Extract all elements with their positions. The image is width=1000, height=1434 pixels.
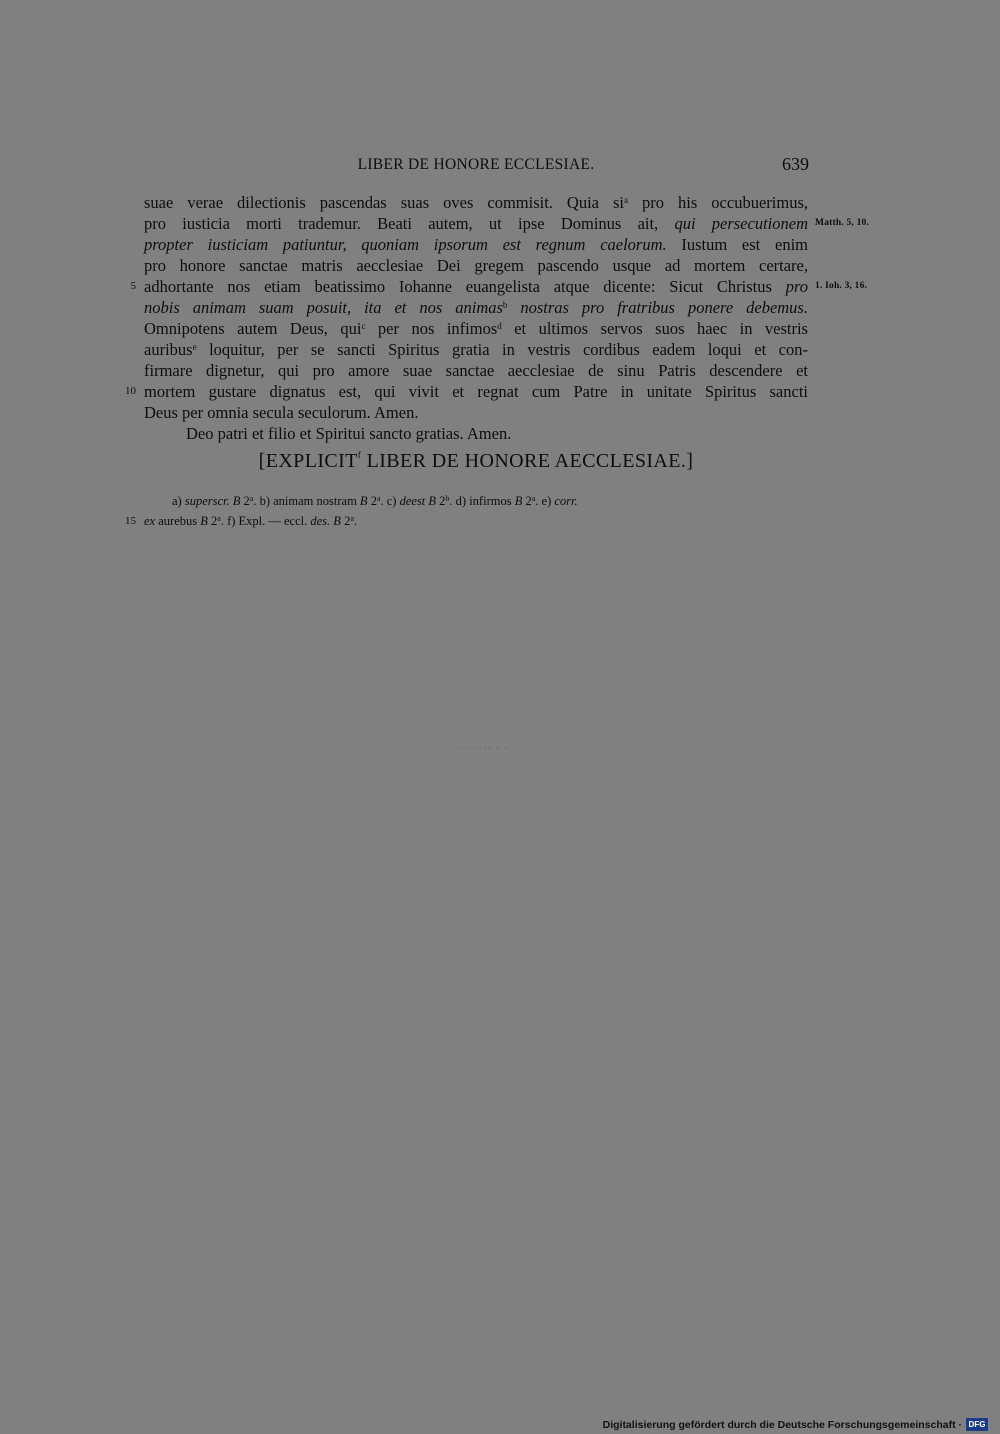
text-run: . b) animam nostram xyxy=(253,494,360,508)
text-run: per nos infimos xyxy=(365,319,498,338)
text-run: a) xyxy=(172,494,185,508)
explicit-text-2: LIBER DE HONORE AECCLESIAE.] xyxy=(361,450,694,472)
text-run: B xyxy=(514,494,523,508)
body-line xyxy=(144,234,808,255)
line-number-10: 10 xyxy=(125,385,136,397)
margin-reference-matthew: Matth. 5, 10. xyxy=(815,218,870,228)
footnote-marker: a xyxy=(376,494,381,503)
footnote-line xyxy=(144,492,836,510)
text-run: mortem gustare dignatus est, qui vivit et regnat cum Patre in unitate Spiritus sancti xyxy=(144,382,808,401)
body-line xyxy=(144,339,808,360)
footnote-marker: c xyxy=(361,321,366,331)
text-run: 2 xyxy=(240,494,250,508)
text-run: B xyxy=(200,514,208,528)
text-run: superscr. B xyxy=(184,494,241,508)
text-run: 2 xyxy=(340,514,351,528)
footnote-marker: e xyxy=(192,342,197,352)
body-line xyxy=(144,381,808,402)
footnote-marker: a xyxy=(249,494,254,503)
text-run: Deus per omnia secula seculorum. Amen. xyxy=(144,403,419,422)
text-run: 2 xyxy=(436,494,446,508)
explicit-heading xyxy=(144,450,808,473)
body-line xyxy=(144,255,808,276)
text-run: Deo patri et filio et Spiritui sancto gratias. Amen. xyxy=(186,424,512,443)
text-run: adhortante nos etiam beatissimo Iohanne euangelista atque dicente: Sicut Christus xyxy=(144,277,786,296)
text-run: loquitur, per se sancti Spiritus gratia in vestris cordibus eadem loqui et con- xyxy=(196,340,808,359)
footnote-marker: b xyxy=(502,300,508,310)
text-run: 2 xyxy=(207,514,218,528)
footnote-marker: a xyxy=(350,514,354,523)
text-run: . c) xyxy=(380,494,400,508)
text-run: nobis animam suam posuit, ita et nos animas xyxy=(144,298,503,317)
text-run: . d) infirmos xyxy=(449,494,515,508)
text-run: . f) Expl. — eccl. xyxy=(220,514,311,528)
text-run: deest B xyxy=(399,494,437,508)
text-run: 2 xyxy=(522,494,532,508)
body-line xyxy=(144,192,808,213)
body-line xyxy=(144,360,808,381)
body-line xyxy=(144,402,808,423)
text-run: B xyxy=(359,494,368,508)
footnote-marker: b xyxy=(445,494,450,503)
text-run: propter iusticiam patiuntur, quoniam ipsorum est regnum caelorum. xyxy=(144,235,667,254)
text-run: corr. xyxy=(554,494,578,508)
text-run: Iustum est enim xyxy=(666,235,808,254)
text-run: qui persecutionem xyxy=(674,214,808,233)
page-number: 639 xyxy=(782,154,809,174)
text-run: pro his occubuerimus, xyxy=(628,193,808,212)
line-number-15: 15 xyxy=(125,515,136,527)
text-run: des. B xyxy=(310,514,341,528)
footnote-line xyxy=(144,512,808,530)
body-line xyxy=(144,297,808,318)
digitization-credit: Digitalisierung gefördert durch die Deutsche Forschungsgemeinschaft · xyxy=(602,1419,962,1431)
footnote-marker: d xyxy=(497,321,502,331)
text-run: suae verae dilectionis pascendas suas oves commisit. Quia si xyxy=(144,193,625,212)
text-run: et ultimos servos suos haec in vestris xyxy=(501,319,808,338)
explicit-footnote-marker: f xyxy=(357,450,362,460)
text-run: pro iusticia morti trademur. Beati autem, ut ipse Dominus ait, xyxy=(144,214,675,233)
line-number-5: 5 xyxy=(130,280,136,292)
text-run: . xyxy=(353,514,357,528)
text-run: aurebus xyxy=(155,514,201,528)
text-run: . e) xyxy=(535,494,555,508)
body-line xyxy=(144,213,808,234)
footnote-marker: a xyxy=(624,195,629,205)
body-line xyxy=(144,318,808,339)
page-title: LIBER DE HONORE ECCLESIAE. xyxy=(357,156,595,173)
text-run: Omnipotens autem Deus, qui xyxy=(144,319,362,338)
footnote-marker: a xyxy=(531,494,536,503)
body-line xyxy=(144,276,808,297)
footnote-marker: a xyxy=(217,514,221,523)
scan-artifact: · · · ·· · · xyxy=(460,745,510,753)
dfg-logo-icon: DFG xyxy=(966,1418,988,1431)
text-run: 2 xyxy=(367,494,377,508)
text-run: ex xyxy=(144,514,156,528)
text-run: auribus xyxy=(144,340,193,359)
text-run: nostras pro fratribus ponere debemus. xyxy=(507,298,808,317)
text-run: pro xyxy=(785,277,808,296)
body-line xyxy=(144,423,850,444)
text-run: firmare dignetur, qui pro amore suae sanctae aecclesiae de sinu Patris descendere et xyxy=(144,361,808,380)
explicit-text: [EXPLICIT xyxy=(258,450,358,472)
text-run: pro honore sanctae matris aecclesiae Dei gregem pascendo usque ad mortem certare, xyxy=(144,256,808,275)
margin-reference-john: 1. Ioh. 3, 16. xyxy=(815,281,868,291)
